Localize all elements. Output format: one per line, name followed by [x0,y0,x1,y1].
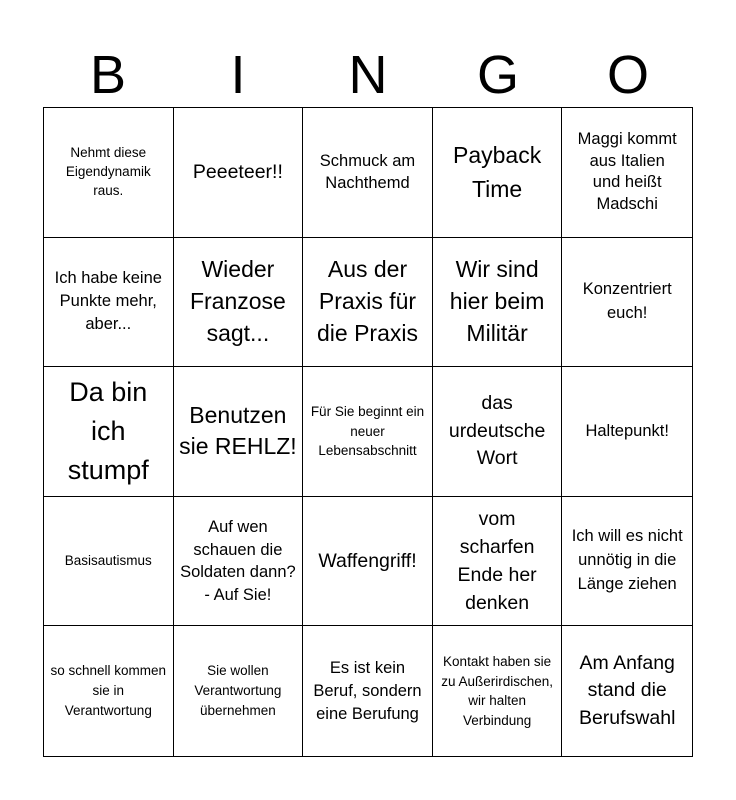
cell-text: Haltepunkt! [585,422,669,441]
bingo-cell[interactable] [562,367,692,497]
title-letter-i: I [230,45,246,105]
cell-text: Konzentriert euch! [582,279,672,322]
bingo-cell[interactable] [44,626,174,756]
cell-text: Es ist kein Beruf, sondern eine Berufung [313,658,422,723]
bingo-title [43,42,693,108]
bingo-cell[interactable] [562,626,692,756]
bingo-cell[interactable] [303,626,433,756]
cell-text: Aus der Praxis für die Praxis [317,256,418,346]
bingo-cell[interactable] [44,367,174,497]
cell-text: Basisautismus [64,552,152,568]
bingo-board [43,107,693,757]
cell-text: Maggi kommt aus Italien und heißt Madschi [577,130,677,213]
bingo-cell[interactable] [174,238,304,368]
cell-text: Benutzen sie REHLZ! [179,401,297,460]
cell-text: Waffengriff! [318,549,417,572]
bingo-cell[interactable] [303,108,433,238]
cell-text: Kontakt haben sie zu Außerirdischen, wir halten Verbindung [441,654,553,728]
cell-text: vom scharfen Ende her denken [457,507,537,615]
cell-text: das urdeutsche Wort [448,391,546,470]
bingo-cell[interactable] [562,497,692,627]
bingo-cell[interactable] [44,238,174,368]
bingo-cell[interactable] [433,497,563,627]
bingo-cell[interactable] [44,497,174,627]
title-letter-o: O [606,45,649,105]
cell-text: Wieder Franzose sagt... [189,256,286,346]
bingo-cell[interactable] [433,367,563,497]
title-letter-g: G [476,45,519,105]
cell-text: Am Anfang stand die Berufswahl [578,651,676,730]
bingo-cell[interactable] [433,108,563,238]
bingo-cell[interactable] [562,238,692,368]
cell-text: Nehmt diese Eigendynamik raus. [65,144,151,198]
bingo-cell[interactable] [174,108,304,238]
bingo-cell[interactable] [562,108,692,238]
cell-text: Sie wollen Verantwortung übernehmen [194,662,282,719]
cell-text: Peeeteer!! [192,161,283,184]
cell-text: Schmuck am Nachthemd [319,151,416,193]
bingo-cell[interactable] [433,238,563,368]
cell-text: Da bin ich stumpf [67,376,149,486]
bingo-cell[interactable] [44,108,174,238]
title-letter-n: N [348,45,388,105]
bingo-cell[interactable] [174,626,304,756]
cell-text: Für Sie beginnt ein neuer Lebensabschnitt [310,404,425,459]
bingo-cell[interactable] [174,367,304,497]
cell-text: Wir sind hier beim Militär [449,256,545,346]
bingo-cell[interactable] [303,367,433,497]
bingo-cell[interactable] [303,497,433,627]
cell-text: Payback Time [452,141,542,203]
bingo-cell[interactable] [303,238,433,368]
cell-text: Auf wen schauen die Soldaten dann? - Auf Sie! [180,518,296,604]
bingo-cell[interactable] [174,497,304,627]
cell-text: Ich habe keine Punkte mehr, aber... [54,269,162,334]
cell-text: Ich will es nicht unnötig in die Länge ziehen [571,527,683,594]
title-letter-b: B [89,45,127,105]
bingo-cell[interactable] [433,626,563,756]
cell-text: so schnell kommen sie in Verantwortung [50,662,167,719]
